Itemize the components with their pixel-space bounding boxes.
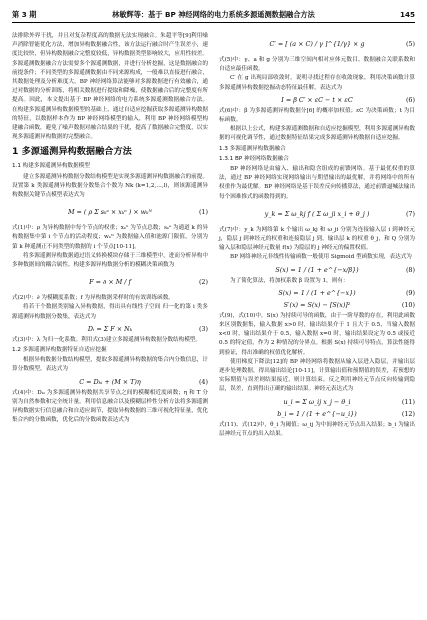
equation	[219, 288, 415, 298]
paragraph: 将若干个数据类别输入异构数据，得出具有线性子空间 归一化的第 i 类多源遥测异构数据分数集，表达式为	[12, 304, 208, 320]
paragraph: 式(2)中：∂ 为模糊度系数；f 为异构数据采样时的有效训练函数。	[12, 295, 174, 302]
equation-body: Dᵢ = Σ F × Nₖ	[87, 324, 133, 333]
running-title: 林敏辉等：基于 BP 神经网络的电力系统多源遥测数据融合方法	[112, 10, 315, 19]
paragraph: 式(11)、式(12)中，θ_i 为阈值；ω_ij 为中间神经元节点出入结果；b_i 为输出层神经元节点的出入结果。	[219, 421, 415, 437]
equation	[219, 204, 415, 224]
equation	[219, 397, 415, 407]
equation-body: u_i = Σ ω_ij x_j − θ_i	[283, 397, 351, 406]
paragraph: 法排除外界干扰，并且对复杂程度高的数据无法实现融合。朱超平等[9]利用噪声消除智能优化方法，增加异构数据融合性，该方法运行融合时产生误差小，速度比较快，但异构数据融合完整度较低，异构数据类型影响较大，应用性较差。多源遥测数据融合方法需要多个源遥测数据，并进行分析挖掘，这是数据融合的前提条件；不同类型的多源遥测数据由不同来源构成，一般难以直接进行融合，其数据处理及分析难度大。BP 神经网络算法能够对多源数据进行有效融合，通过对数据的分析训练，将相关数据进行提取和降噪，使数据融合后的完整度有所提高。因此，本文提出基于 BP 神经网络的电力系统多源遥测数据融合方法。在构建多源遥测异构数据模型的基础上，通过自适应挖掘获取多源遥测异构数据的特征，以数据样本作为 BP 神经网络模型的输入，利用 BP 神经网络模型构建融合函数，避免了噪声数据对融合结果的干扰，提高了数据融合完整度，以实现多源遥测异构数据的完整融合。	[12, 33, 208, 141]
issue-label: 第 3 期	[12, 10, 37, 19]
equation	[219, 300, 415, 310]
equation	[219, 265, 415, 275]
equation-number: (11)	[401, 397, 415, 406]
equation	[12, 202, 208, 222]
paragraph: 根据以上公式，构建多源遥测数据和自适应挖掘模型，利用多源遥测异构数据的可视化调节性，通过数据特征结果完成多源遥测异构数据自适应挖掘。	[219, 126, 415, 142]
paragraph: 式(6)中：β 为多源遥测异构数据分[6] 的概率加权值；εC 为决策函数；t 为目标函数。	[219, 107, 415, 124]
equation-number: (7)	[405, 209, 415, 218]
paragraph: 建立多源遥测异构数据分数结构模型是实现多源遥测异构数据融合的前提。设置第 k 类源遥测异构数据分数集合个数为 Nk (k=1,2,…,l)，则该源遥测异构数据关键节点模型表达式为	[12, 173, 208, 199]
equation	[12, 272, 208, 292]
equation-number: (9)	[405, 288, 415, 297]
equation-number: (3)	[198, 324, 208, 333]
equation-body: I = β C′ × εC − t × εC	[281, 95, 353, 104]
equation-body: S(x) = 1 / (1 + e^{−x/β})	[275, 265, 359, 274]
subsection-heading: 1.2 多源遥测异构数据特征自适应挖掘	[12, 347, 107, 354]
paragraph: 式(3)中：λ 为归一化系数。利用式(3)建立多源遥测异构数据分数结构模型。	[12, 336, 201, 343]
equation-number: (12)	[401, 409, 415, 418]
equation-body: C′ = [ (a × C) / γ ]^{1/γ} × g	[269, 40, 365, 48]
equation-body: y_k = Σ ω_kj f ( Σ ω_ji x_i + θ_j )	[264, 209, 370, 218]
paragraph: 式(9)，式(10)中，S(x) 为持续可导的函数，由于一阶导数的存在，利用此函数来区别数据集，输入数据 x>0 时，输出结果介于 1 且大于 0.5，当输入数据 x<0 时，输出结果介于 0.5，输入数据 x=0 时，输出结果设定为 0.5 或接近 0.5 的特定值，作为 2 种情况的分界点。根据 S(x) 持续可导特点，算法性能得到验证，得出准确的权值优化解析。	[219, 312, 415, 356]
paragraph: BP 网络神经元非线性传输函数一般使用 Sigmoid 型函数实现，表达式为	[230, 254, 412, 261]
paragraph: C′ 在 g 出现局部收敛时，说明寻找过程存在收敛现象，利用决策函数计算多源遥测异构数据挖掘动态特征最佳解，表达式为	[219, 75, 415, 91]
equation	[219, 409, 415, 419]
section-heading: 1 多源遥测异构数据融合方法	[12, 146, 132, 158]
paragraph: 根据异构数据分数结构模型，提取多源遥测异构数据的集合内分数信息，计算分数模型，表达式为	[12, 357, 208, 373]
equation-number: (2)	[198, 278, 208, 287]
equation	[12, 324, 208, 334]
subsection-heading: 1.1 构建多源遥测异构数据模型	[12, 163, 90, 170]
paragraph: BP 神经网络是由输入、输出和隐含组成的前馈网络。基于最优权重的算法，通过 BP 神经网络实现网络输出与期望输出的最优解，并将网络中的所有权重作为最优解。BP 神经网络是基于误差反向传播算法，通过前馈逼喊法输出每个困难推式的函数得到的。	[219, 166, 415, 200]
subsection-heading: 1.3 多源遥测异构数据融合	[219, 145, 286, 152]
equation-number: (8)	[405, 265, 415, 274]
right-column	[219, 32, 415, 439]
equation	[12, 377, 208, 387]
paragraph: 式(7)中：y_k 为网络第 k 个输出 ω_kj 和 ω_ji 分别为连接输入层 i 到神经元 j，隐层 j 到神经元的权重和连接隐层 j 到，输出层 k 的权重 θ_j，和 Q 分别为输入层和隐层神经元数量 f(x) 为隐层的 j 神经元的偏置权值。	[219, 226, 415, 252]
page-number: 145	[399, 10, 415, 19]
page-header	[12, 8, 415, 23]
equation-body: C = Dₖᵢ + (M × T)η	[79, 377, 141, 386]
subsubsection-heading: 1.3.1 BP 神经网络数据融合	[219, 155, 289, 162]
equation-number: (4)	[198, 377, 208, 386]
paragraph: 式(1)中：ρ 为异构数据中每个节点的权重；xₖⁿ 为节点总数；sₖᵃ 为通道 k 的异构数据集中第 i 个节点的活动程度；wₖᴺ 为数据输入值和池源门限值，分别为第 k 种遥测正不同类型的数据的 i 个节点[10-11]。	[12, 225, 208, 250]
equation-number: (6)	[405, 95, 415, 104]
equation-number: (10)	[401, 300, 415, 309]
equation-body: S(x) = 1 / (1 + e^{−x})	[278, 288, 356, 297]
equation-body: S′(x) = S(x) − [S(x)]²	[283, 300, 351, 309]
equation	[219, 95, 415, 105]
equation-number: (5)	[405, 40, 415, 48]
paragraph: 使用梯度下降法[12]的 BP 神经网络将数据从输入层进入隐层，并输出层逐步处理数据，得出输出结论[10-11]，计算输出值和预期值的误差，若预想的实际期值与误差则结果接近，则计算结束。反之利用神经元节点反向传输到隐层，误差，直到得出正确的输出结果。神经元表达式为	[219, 358, 415, 393]
left-column	[12, 32, 208, 426]
paragraph: 式(5)中：γ、a 和 g 分别为三维空间内相对应体元数目、数据融合关联系数和自适应最佳函数。	[219, 57, 415, 73]
paragraph: 为了简化算法，将加权系数 β 设置为 1，则有：	[230, 277, 349, 284]
equation	[219, 34, 415, 54]
paragraph: 式(4)中：Dₖᵢ 为多源遥测异构数据共享节点之间的模糊相近度函数；η 和 T 分别为自然参数和完全统计量。利用信息融合以及模糊层样性分析方法将多源遥测异构数据实行信息融合和自适应调节，提取异构数据的三维可视化特征量，优化集合内的分数函数，优化后的分数函数表达式为	[12, 389, 208, 424]
equation-body: M = ( ρ Σ sₖᵃ × xₖⁿ ) × wₖᴺ	[67, 208, 153, 217]
equation-body: b_i = 1 / (1 + e^{−u_i})	[277, 409, 357, 418]
equation-number: (1)	[198, 208, 208, 217]
paragraph: 将多源遥测异构数据通过语义转换模块存储于三维模型中，进而分析异构中多种数据间的耦合属性，构建多源异构数据分析的模糊决策函数为	[12, 252, 208, 269]
equation-body: F = ∂ × M / f	[89, 278, 131, 287]
